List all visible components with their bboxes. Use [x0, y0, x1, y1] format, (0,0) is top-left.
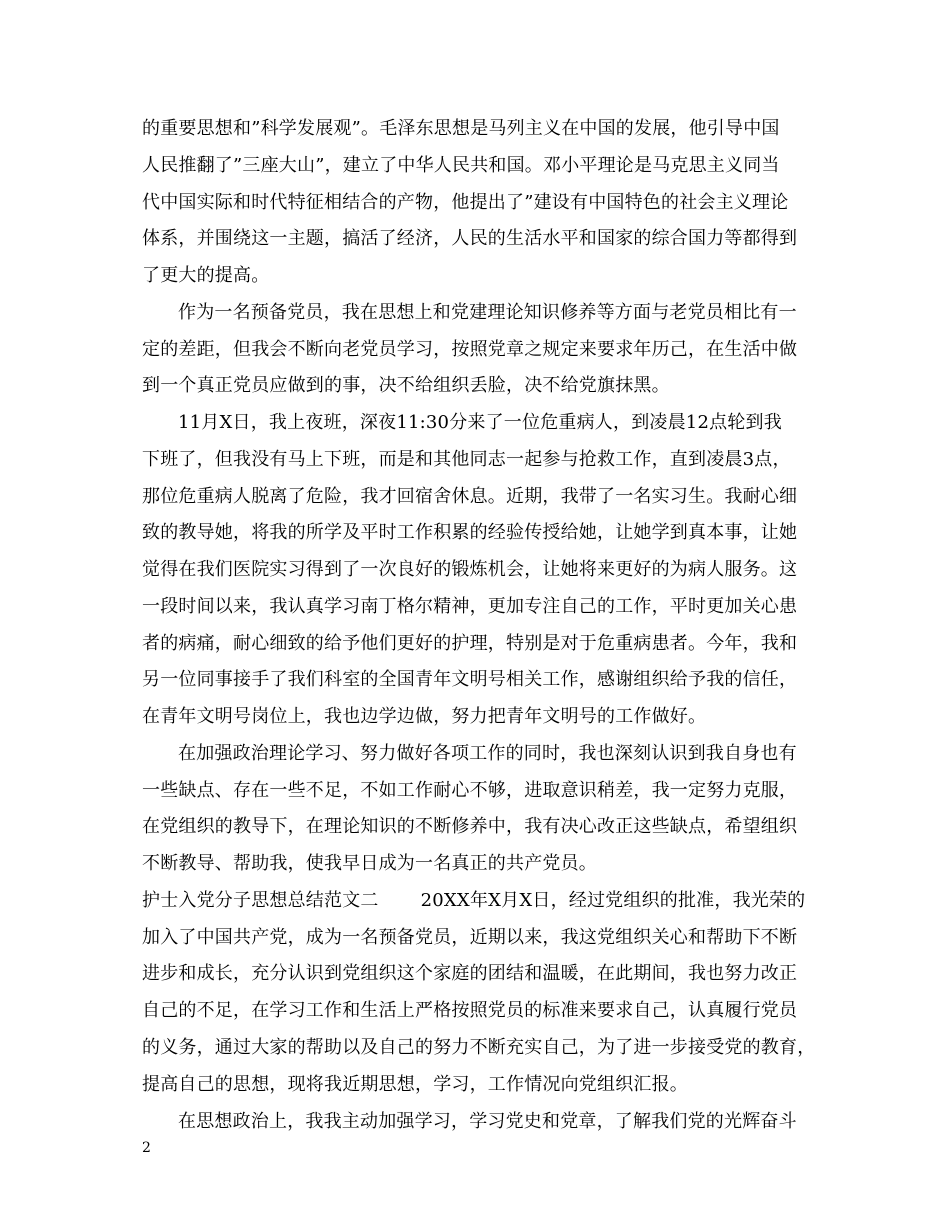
text-line: 加入了中国共产党，成为一名预备党员，近期以来，我这党组织关心和帮助下不断: [142, 927, 798, 948]
text-line: 定的差距，但我会不断向老党员学习，按照党章之规定来要求年历己，在生活中做: [142, 339, 798, 360]
text-line: 人民推翻了”三座大山”，建立了中华人民共和国。邓小平理论是马克思主义同当: [142, 155, 780, 176]
section-first-sentence: 20XX年X月X日，经过党组织的批准，我光荣的: [420, 890, 806, 911]
paragraph-first-line: 作为一名预备党员，我在思想上和党建理论知识修养等方面与老党员相比有一: [178, 302, 797, 323]
text-line: 进步和成长，充分认识到党组织这个家庭的团结和温暖，在此期间，我也努力改正: [142, 963, 798, 984]
text-line: 提高自己的思想，现将我近期思想，学习，工作情况向党组织汇报。: [142, 1074, 688, 1095]
text-line: 一些缺点、存在一些不足，不如工作耐心不够，进取意识稍差，我一定努力克服，: [142, 780, 798, 801]
text-line: 那位危重病人脱离了危险，我才回宿舍休息。近期，我带了一名实习生。我耐心细: [142, 486, 798, 507]
text-line: 下班了，但我没有马上下班，而是和其他同志一起参与抢救工作，直到凌晨3点，: [142, 449, 791, 470]
page-number: 2: [142, 1140, 151, 1156]
text-line: 的义务，通过大家的帮助以及自己的努力不断充实自己，为了进一步接受党的教育，: [142, 1037, 816, 1058]
section-heading-line: [142, 890, 805, 912]
text-line: 在党组织的教导下，在理论知识的不断修养中，我有决心改正这些缺点，希望组织: [142, 816, 798, 837]
text-line: 致的教导她，将我的所学及平时工作积累的经验传授给她，让她学到真本事，让她: [142, 522, 798, 543]
text-line: 觉得在我们医院实习得到了一次良好的锻炼机会，让她将来更好的为病人服务。这: [142, 559, 798, 580]
section-title: 护士入党分子思想总结范文二: [142, 890, 379, 911]
text-line: 体系，并围绕这一主题，搞活了经济，人民的生活水平和国家的综合国力等都得到: [142, 228, 798, 249]
text-line: 了更大的提高。: [142, 265, 270, 286]
text-line: 不断教导、帮助我，使我早日成为一名真正的共产党员。: [142, 853, 597, 874]
paragraph-first-line: 在加强政治理论学习、努力做好各项工作的同时，我也深刻认识到我自身也有: [178, 743, 797, 764]
text-line: 的重要思想和”科学发展观”。毛泽东思想是马列主义在中国的发展，他引导中国: [142, 118, 780, 139]
text-line: 自己的不足，在学习工作和生活上严格按照党员的标准来要求自己，认真履行党员: [142, 1000, 798, 1021]
text-line: 一段时间以来，我认真学习南丁格尔精神，更加专注自己的工作，平时更加关心患: [142, 596, 798, 617]
text-line: 到一个真正党员应做到的事，决不给组织丢脸，决不给党旗抹黑。: [142, 375, 670, 396]
paragraph-first-line: 11月X日，我上夜班，深夜11:30分来了一位危重病人，到凌晨12点轮到我: [178, 412, 782, 433]
text-line: 另一位同事接手了我们科室的全国青年文明号相关工作，感谢组织给予我的信任，: [142, 669, 798, 690]
text-line: 代中国实际和时代特征相结合的产物，他提出了”建设有中国特色的社会主义理论: [142, 192, 789, 213]
text-line: 者的病痛，耐心细致的给予他们更好的护理，特别是对于危重病患者。今年，我和: [142, 633, 798, 654]
paragraph-first-line: 在思想政治上，我我主动加强学习，学习党史和党章，了解我们党的光辉奋斗: [178, 1111, 797, 1132]
text-line: 在青年文明号岗位上，我也边学边做，努力把青年文明号的工作做好。: [142, 706, 707, 727]
